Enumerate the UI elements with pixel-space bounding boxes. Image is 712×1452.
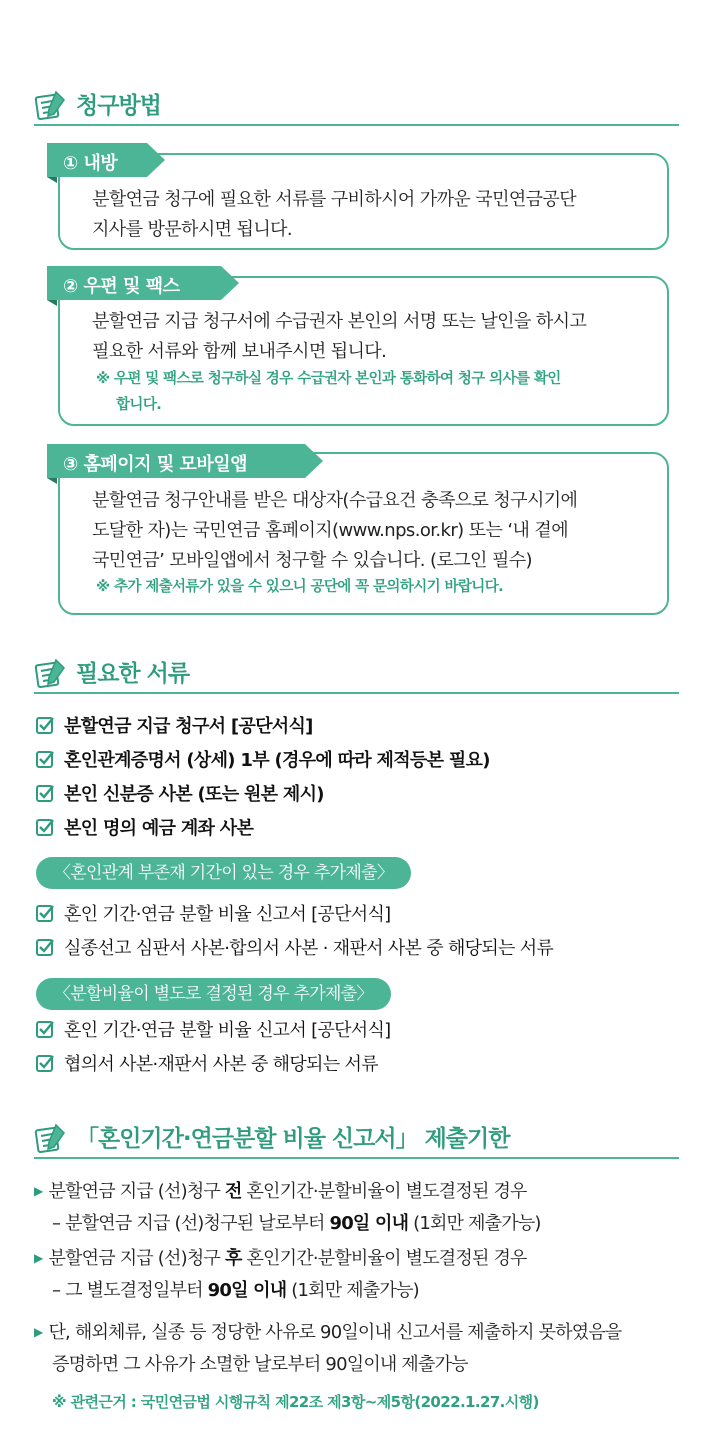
section-header-deadline — [34, 1117, 679, 1159]
section-title: 「혼인기간·연금분할 비율 신고서」 제출기한 — [76, 1126, 510, 1152]
checkbox-checked-icon — [36, 818, 54, 836]
section-title: 청구방법 — [76, 93, 161, 119]
method-text: 분할연금 지급 청구서에 수급권자 본인의 서명 또는 날인을 하시고 — [92, 311, 587, 332]
triangle-bullet-icon: ▶ — [34, 1325, 43, 1339]
method-note: ※ 추가 제출서류가 있을 수 있으니 공단에 꼭 문의하시기 바랍니다. — [96, 579, 504, 595]
deadline-sub: – 그 별도결정일부터 90일 이내 (1회만 제출가능) — [52, 1280, 419, 1301]
pencil-note-icon — [34, 88, 68, 122]
deadline-bullet: ▶ 단, 해외체류, 실종 등 정당한 사유로 90일이내 신고서를 제출하지 못하였음을 — [34, 1322, 622, 1343]
triangle-bullet-icon: ▶ — [34, 1184, 43, 1198]
deadline-sub: 증명하면 그 사유가 소멸한 날로부터 90일이내 제출가능 — [52, 1354, 468, 1375]
method-text: 지사를 방문하시면 됩니다. — [92, 219, 293, 240]
checkbox-checked-icon — [36, 938, 54, 956]
group-label-separate-ratio: 〈분할비율이 별도로 결정된 경우 추가제출〉 — [36, 978, 391, 1010]
method-text: 국민연금’ 모바일앱에서 청구할 수 있습니다. (로그인 필수) — [92, 550, 532, 571]
checkbox-checked-icon — [36, 904, 54, 922]
method-text: 분할연금 청구안내를 받은 대상자(수급요건 충족으로 청구시기에 — [92, 490, 578, 511]
method-text: 분할연금 청구에 필요한 서류를 구비하시어 가까운 국민연금공단 — [92, 189, 577, 210]
group-label-no-marriage: 〈혼인관계 부존재 기간이 있는 경우 추가제출〉 — [36, 857, 411, 889]
deadline-sub: – 분할연금 지급 (선)청구된 날로부터 90일 이내 (1회만 제출가능) — [52, 1213, 541, 1234]
pencil-note-icon — [34, 1121, 68, 1155]
checkbox-checked-icon — [36, 750, 54, 768]
deadline-bullet: ▶ 분할연금 지급 (선)청구 후 혼인기간·분할비율이 별도결정된 경우 — [34, 1248, 527, 1269]
triangle-bullet-icon: ▶ — [34, 1251, 43, 1265]
checkbox-checked-icon — [36, 1054, 54, 1072]
deadline-bullet: ▶ 분할연금 지급 (선)청구 전 혼인기간·분할비율이 별도결정된 경우 — [34, 1181, 527, 1202]
method-text: 도달한 자)는 국민연금 홈페이지(www.nps.or.kr) 또는 ‘내 곁에 — [92, 520, 568, 541]
section-header-method — [34, 84, 679, 126]
method-note: 합니다. — [116, 397, 162, 413]
section-header-documents — [34, 652, 679, 694]
method-note: ※ 우편 및 팩스로 청구하실 경우 수급권자 본인과 통화하여 청구 의사를 확인 — [96, 371, 561, 387]
checkbox-checked-icon — [36, 784, 54, 802]
pencil-note-icon — [34, 656, 68, 690]
legal-reference: ※ 관련근거 : 국민연금법 시행규칙 제22조 제3항~제5항(2022.1.27.시행) — [52, 1393, 539, 1411]
checkbox-checked-icon — [36, 716, 54, 734]
method-text: 필요한 서류와 함께 보내주시면 됩니다. — [92, 341, 387, 362]
checkbox-checked-icon — [36, 1020, 54, 1038]
section-title: 필요한 서류 — [76, 661, 190, 687]
